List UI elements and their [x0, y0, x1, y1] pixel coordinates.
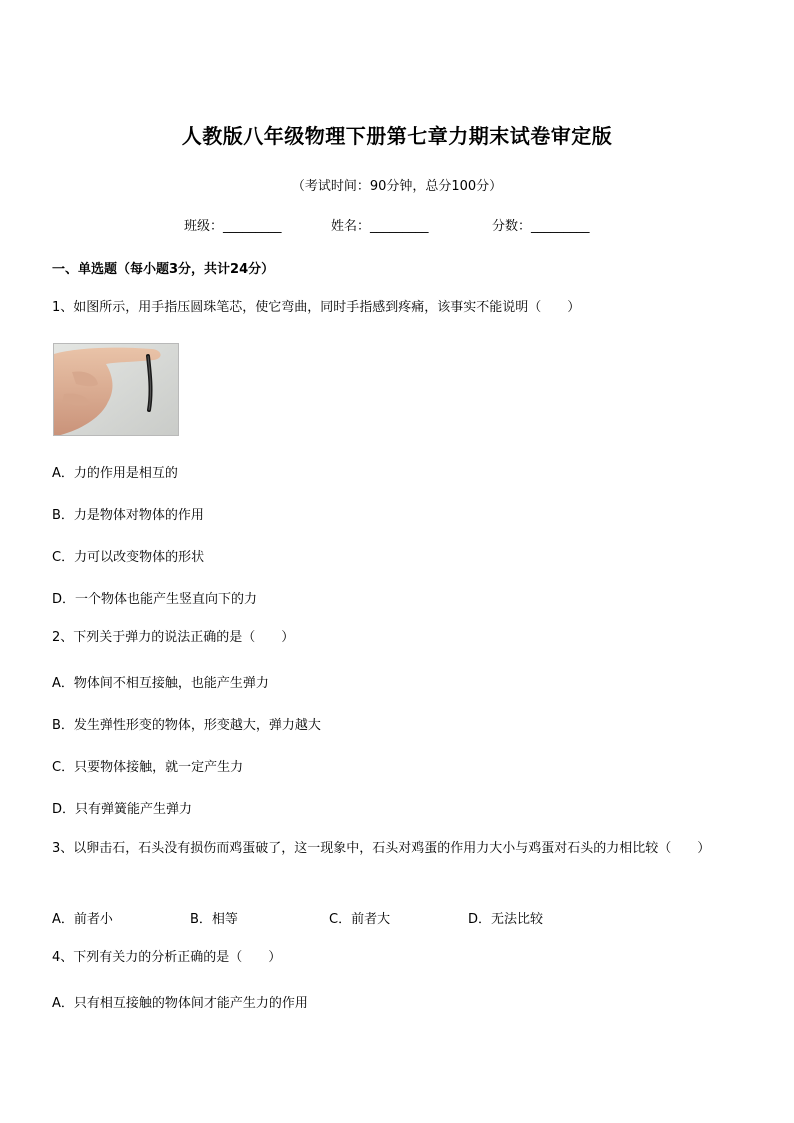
- question-3-option-d: D．无法比较: [468, 912, 544, 927]
- class-field: 班级：_________: [184, 219, 282, 234]
- question-1-option-a: A．力的作用是相互的: [52, 466, 178, 481]
- section-heading: 一、单选题（每小题3分，共计24分）: [52, 262, 275, 277]
- question-1-stem: 1、如图所示，用手指压圆珠笔芯，使它弯曲，同时手指感到疼痛，该事实不能说明（ ）: [52, 300, 581, 315]
- name-field: 姓名：_________: [331, 219, 429, 234]
- question-2-option-a: A．物体间不相互接触，也能产生弹力: [52, 676, 269, 691]
- question-1-option-c: C．力可以改变物体的形状: [52, 550, 205, 565]
- question-3-stem: 3、以卵击石，石头没有损伤而鸡蛋破了，这一现象中，石头对鸡蛋的作用力大小与鸡蛋对石头的力相比较（ ）: [52, 841, 711, 856]
- exam-title: 人教版八年级物理下册第七章力期末试卷审定版: [181, 124, 613, 148]
- question-3-option-b: B．相等: [190, 912, 238, 927]
- finger-pen-image: [54, 344, 179, 436]
- question-3-option-a: A．前者小: [52, 912, 113, 927]
- question-4-option-a: A．只有相互接触的物体间才能产生力的作用: [52, 996, 308, 1011]
- question-2-option-b: B．发生弹性形变的物体，形变越大，弹力越大: [52, 718, 321, 733]
- score-field: 分数：_________: [492, 219, 590, 234]
- exam-subtitle: （考试时间：90分钟，总分100分）: [291, 179, 503, 194]
- question-2-stem: 2、下列关于弹力的说法正确的是（ ）: [52, 630, 295, 645]
- finger-pressing-pen-photo: [53, 343, 179, 436]
- question-2-option-d: D．只有弹簧能产生弹力: [52, 802, 193, 817]
- question-1-option-d: D．一个物体也能产生竖直向下的力: [52, 592, 258, 607]
- question-3-option-c: C．前者大: [329, 912, 391, 927]
- question-2-option-c: C．只要物体接触，就一定产生力: [52, 760, 244, 775]
- question-1-option-b: B．力是物体对物体的作用: [52, 508, 204, 523]
- question-4-stem: 4、下列有关力的分析正确的是（ ）: [52, 950, 282, 965]
